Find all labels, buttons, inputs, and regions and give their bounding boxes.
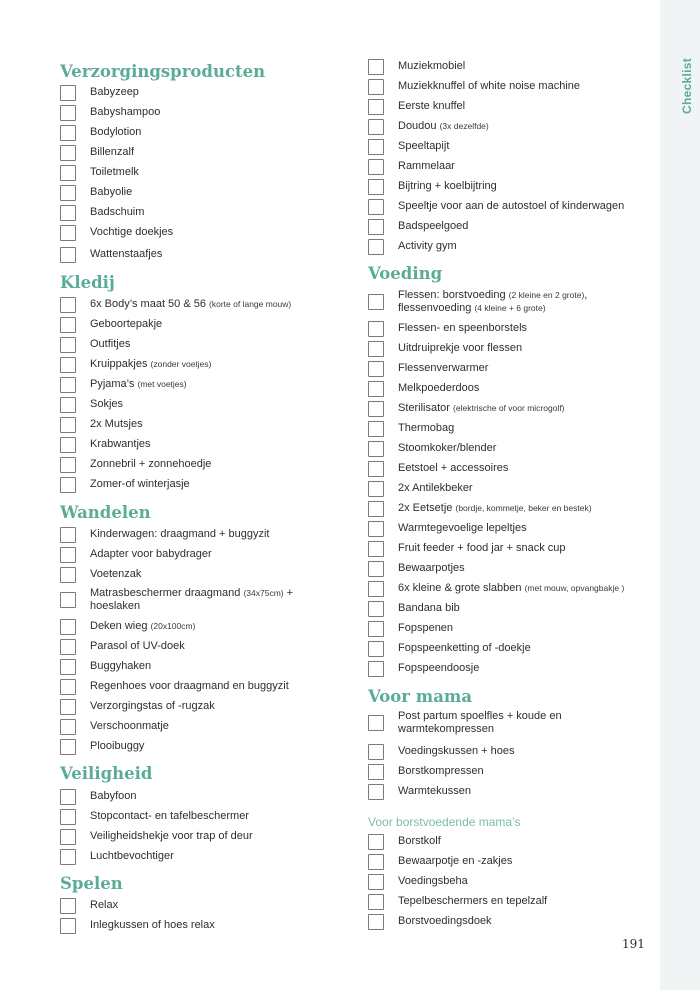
item-note: (zonder voetjes) [150,359,212,369]
item-label [90,126,141,139]
item-label [398,362,488,375]
checkbox[interactable] [60,437,76,453]
item-label [90,640,185,653]
item-label [398,482,473,495]
item-text: Muziekmobiel [398,60,466,72]
item-label [398,342,522,355]
checkbox[interactable] [368,139,384,155]
item-label [90,206,144,219]
item-label [398,710,562,736]
item-label [90,528,269,541]
item-text: Borstvoedingsdoek [398,915,492,927]
item-text: Kinderwagen: draagmand + buggyzit [90,528,270,540]
item-label [90,830,253,843]
item-note: (korte of lange mouw) [209,299,292,309]
item-text: Luchtbevochtiger [90,850,174,862]
item-text: Eetstoel + accessoires [398,462,509,474]
item-text: Eerste knuffel [398,100,466,112]
item-text: Fruit feeder + food jar + snack cup [398,542,566,554]
item-text: Babyzeep [90,86,139,98]
item-text: Borstkolf [398,835,441,847]
item-text: Warmtegevoelige lepeltjes [398,522,527,534]
item-text: 6x Body’s maat 50 & 56 [90,298,210,310]
checkbox[interactable] [368,641,384,657]
item-text: Babyshampoo [90,106,161,118]
item-text: Regenhoes voor draagmand en buggyzit [90,680,289,692]
item-label [398,835,441,848]
item-label [90,568,141,581]
item-text: Zomer-of winterjasje [90,478,190,490]
item-text: Relax [90,899,119,911]
item-text: Outfitjes [90,338,131,350]
item-note: (34x75cm) [243,588,284,598]
checkbox[interactable] [60,105,76,121]
checkbox[interactable] [60,639,76,655]
item-text: 2x Antilekbeker [398,482,473,494]
item-text: Fopspenen [398,622,454,634]
item-text: Activity gym [398,240,457,252]
checkbox[interactable] [60,165,76,181]
item-label [398,602,460,615]
subsection-title-borstvoedende-mamas: Voor borstvoedende mama’s [368,815,521,829]
item-label [398,200,624,213]
item-text: Wattenstaafjes [90,248,163,260]
item-text: Toiletmelk [90,166,139,178]
item-label [90,587,293,613]
item-note: (3x dezelfde) [439,121,489,131]
item-label [90,186,132,199]
item-text: Doudou [398,120,440,132]
item-label [90,899,118,912]
item-note: (20x100cm) [150,621,196,631]
item-label [90,298,291,311]
item-text: Flessen- en speenborstels [398,322,528,334]
checkbox[interactable] [60,377,76,393]
item-text: 2x Eetsetje [398,502,456,514]
checkbox[interactable] [60,527,76,543]
item-text: Speeltje voor aan de autostoel of kinderwagen [398,200,625,212]
item-text: Babyfoon [90,790,137,802]
item-label [90,166,139,179]
checkbox[interactable] [60,185,76,201]
checkbox[interactable] [60,567,76,583]
item-text: Babyolie [90,186,133,198]
item-text-line2: warmtekompressen [398,723,494,735]
section-title-wandelen: Wandelen [60,503,151,522]
item-text: Rammelaar [398,160,455,172]
checkbox[interactable] [368,581,384,597]
checkbox[interactable] [368,621,384,637]
checkbox[interactable] [368,461,384,477]
checkbox[interactable] [60,357,76,373]
checkbox[interactable] [60,679,76,695]
checkbox[interactable] [60,205,76,221]
checkbox[interactable] [368,294,384,310]
item-text: Post partum spoelfles + koude en [398,710,562,722]
item-label [398,100,465,113]
checkbox[interactable] [60,719,76,735]
item-label [90,720,169,733]
checkbox[interactable] [60,337,76,353]
item-text: Veiligheidshekje voor trap of deur [90,830,253,842]
item-note: (met voetjes) [137,379,187,389]
checkbox[interactable] [368,59,384,75]
checkbox[interactable] [60,918,76,934]
checkbox[interactable] [60,397,76,413]
item-label [398,402,565,415]
item-text: Flessen: borstvoeding [398,289,509,301]
checkbox[interactable] [368,381,384,397]
checkbox[interactable] [368,874,384,890]
checkbox[interactable] [368,894,384,910]
checkbox[interactable] [60,85,76,101]
item-text: Adapter voor babydrager [90,548,212,560]
checkbox[interactable] [368,521,384,537]
item-text: Sokjes [90,398,124,410]
item-text: Thermobag [398,422,455,434]
item-label [398,562,465,575]
item-text-line2: flessenvoeding [398,302,475,314]
section-title-voor-mama: Voor mama [368,687,473,706]
item-text: Stopcontact- en tafelbeschermer [90,810,249,822]
checkbox[interactable] [368,321,384,337]
checkbox[interactable] [60,477,76,493]
item-label [398,502,592,515]
item-label [90,919,215,932]
item-label [90,146,134,159]
item-text-suffix: + [283,587,294,599]
item-label [90,850,174,863]
checkbox[interactable] [368,421,384,437]
item-label [398,875,468,888]
item-label [90,680,289,693]
checkbox[interactable] [60,125,76,141]
item-text: Voetenzak [90,568,142,580]
item-label [398,745,515,758]
checkbox[interactable] [368,401,384,417]
item-label [398,220,468,233]
item-label [90,398,123,411]
item-label [398,895,547,908]
checkbox[interactable] [368,79,384,95]
item-text: Voedingsbeha [398,875,468,887]
item-label [398,855,512,868]
item-text: Fopspeendoosje [398,662,480,674]
item-text: Bijtring + koelbijtring [398,180,497,192]
checkbox[interactable] [368,601,384,617]
item-text: Krabwantjes [90,438,151,450]
item-label [90,478,190,491]
item-text: Buggyhaken [90,660,152,672]
item-text: Parasol of UV-doek [90,640,185,652]
item-label [398,60,465,73]
item-text: Bandana bib [398,602,460,614]
checkbox[interactable] [368,914,384,930]
item-text: Zonnebril + zonnehoedje [90,458,212,470]
checkbox[interactable] [368,834,384,850]
checkbox[interactable] [60,829,76,845]
item-note: (bordje, kommetje, beker en bestek) [455,503,592,513]
checkbox[interactable] [368,361,384,377]
item-label [398,522,527,535]
item-text-line2: hoeslaken [90,600,141,612]
item-label [90,86,139,99]
item-label [398,582,624,595]
item-text: Billenzalf [90,146,135,158]
checkbox[interactable] [368,239,384,255]
checkbox[interactable] [60,699,76,715]
section-title-veiligheid: Veiligheid [60,764,153,783]
item-label [398,382,479,395]
checkbox[interactable] [368,441,384,457]
item-text: Verschoonmatje [90,720,169,732]
checkbox[interactable] [60,457,76,473]
checkbox[interactable] [368,501,384,517]
item-text: Sterilisator [398,402,454,414]
item-label [398,160,455,173]
item-label [90,458,211,471]
item-text: Uitdruiprekje voor flessen [398,342,523,354]
item-text: Tepelbeschermers en tepelzalf [398,895,548,907]
item-text: Inlegkussen of hoes relax [90,919,215,931]
item-label [90,106,160,119]
item-label [398,542,566,555]
item-text: Pyjama’s [90,378,138,390]
item-note: (2 kleine en 2 grote) [508,290,585,300]
item-label [398,785,471,798]
item-text-suffix: , [584,289,588,301]
item-text: Plooibuggy [90,740,145,752]
item-text: Bewaarpotje en -zakjes [398,855,513,867]
item-text: Speeltapijt [398,140,450,152]
item-text: Warmtekussen [398,785,471,797]
item-text: Borstkompressen [398,765,484,777]
item-text: Kruippakjes [90,358,151,370]
section-title-kledij: Kledij [60,273,115,292]
item-text: Flessenverwarmer [398,362,489,374]
item-label [398,915,492,928]
checkbox[interactable] [60,297,76,313]
item-text: Fopspeenketting of -doekje [398,642,531,654]
checkbox[interactable] [368,764,384,780]
item-label [398,642,531,655]
item-label [90,700,215,713]
item-text: Vochtige doekjes [90,226,174,238]
item-label [90,790,136,803]
checkbox[interactable] [60,225,76,241]
sidebar-label: Checklist [680,57,694,114]
checkbox[interactable] [60,417,76,433]
item-label [90,810,249,823]
item-text: 2x Mutsjes [90,418,143,430]
item-label [90,660,151,673]
item-label [398,322,527,335]
item-label [398,662,479,675]
item-note: (elektrische of voor microgolf) [453,403,565,413]
item-note-line2: (4 kleine + 6 grote) [474,303,546,313]
item-label [90,338,130,351]
item-label [90,418,143,431]
item-text: Badspeelgoed [398,220,469,232]
item-label [398,80,580,93]
checkbox[interactable] [368,661,384,677]
item-text: Geboortepakje [90,318,163,330]
item-text: Deken wieg [90,620,151,632]
checkbox[interactable] [368,481,384,497]
checkbox[interactable] [368,199,384,215]
section-title-voeding: Voeding [368,264,443,283]
checkbox[interactable] [60,592,76,608]
item-label [398,422,454,435]
item-text: Voedingskussen + hoes [398,745,515,757]
item-label [398,120,489,133]
checkbox[interactable] [368,541,384,557]
checkbox[interactable] [368,99,384,115]
item-label [90,378,187,391]
checkbox[interactable] [60,145,76,161]
checkbox[interactable] [368,119,384,135]
item-label [398,180,497,193]
checkbox[interactable] [60,619,76,635]
section-title-verzorgingsproducten: Verzorgingsproducten [60,62,266,81]
checkbox[interactable] [368,219,384,235]
checkbox[interactable] [60,247,76,263]
item-text: Melkpoederdoos [398,382,480,394]
checkbox[interactable] [368,854,384,870]
item-text: Stoomkoker/blender [398,442,497,454]
item-label [90,226,173,239]
item-text: Muziekknuffel of white noise machine [398,80,581,92]
checkbox[interactable] [60,547,76,563]
checkbox[interactable] [60,849,76,865]
item-label [90,548,212,561]
item-label [90,318,162,331]
item-label [398,240,457,253]
item-label [90,438,151,451]
item-text: Matrasbeschermer draagmand [90,587,244,599]
item-label [398,765,484,778]
checkbox[interactable] [368,561,384,577]
checkbox[interactable] [368,341,384,357]
checkbox[interactable] [368,179,384,195]
item-text: Verzorgingstas of -rugzak [90,700,215,712]
checkbox[interactable] [60,317,76,333]
item-label [398,442,496,455]
checkbox[interactable] [368,744,384,760]
page-number: 191 [622,937,645,951]
checkbox[interactable] [368,159,384,175]
item-label [398,622,453,635]
checkbox[interactable] [368,784,384,800]
sidebar-tab [660,0,700,990]
checkbox[interactable] [60,659,76,675]
item-note: (met mouw, opvangbakje ) [524,583,625,593]
item-label [90,358,212,371]
item-label [398,462,508,475]
item-label [398,140,449,153]
item-label [90,620,195,633]
item-label [90,248,162,261]
item-text: Bodylotion [90,126,142,138]
checkbox[interactable] [60,739,76,755]
item-text: Badschuim [90,206,145,218]
checkbox[interactable] [60,809,76,825]
checkbox[interactable] [60,789,76,805]
item-text: Bewaarpotjes [398,562,465,574]
item-text: 6x kleine & grote slabben [398,582,525,594]
checkbox[interactable] [368,715,384,731]
section-title-spelen: Spelen [60,874,123,893]
item-label [90,740,144,753]
item-label [398,289,587,315]
checkbox[interactable] [60,898,76,914]
